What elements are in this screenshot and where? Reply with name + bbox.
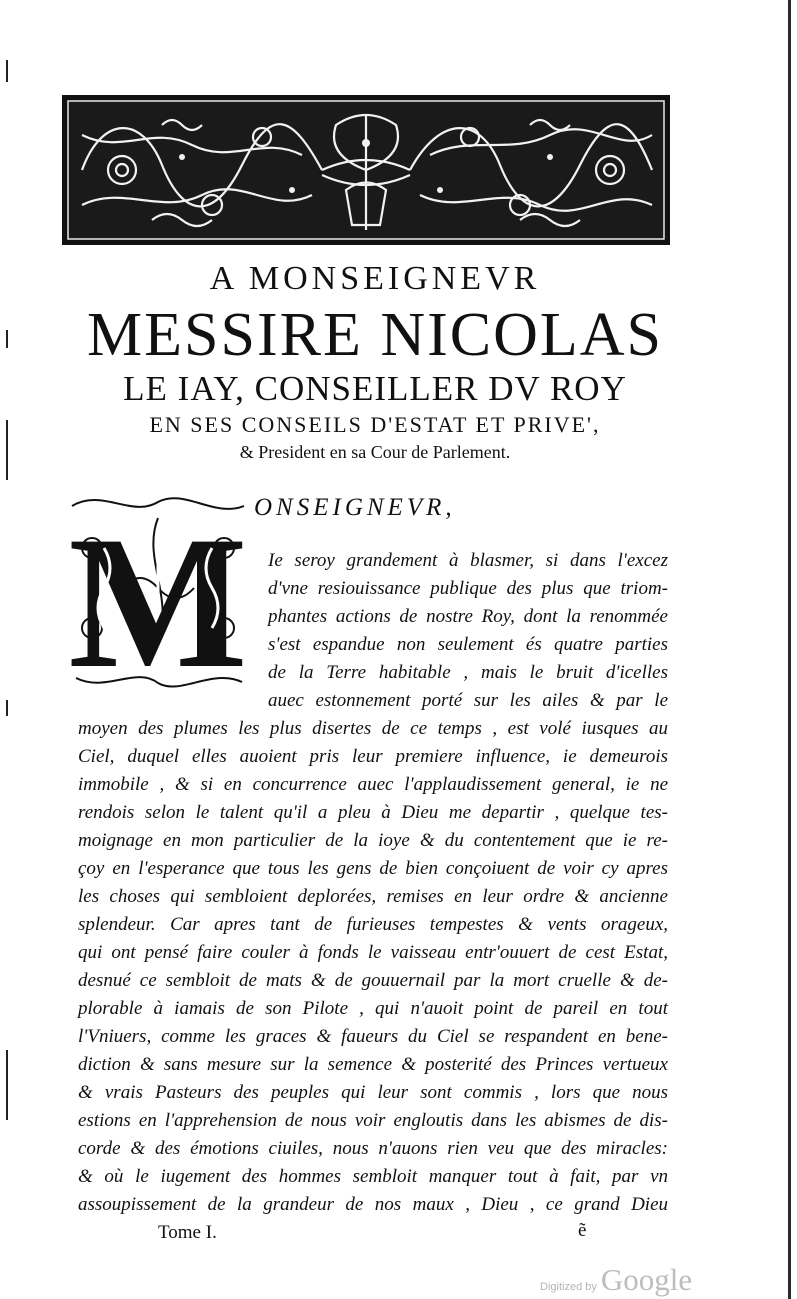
text-line: l'Vniuers, comme les graces & faueurs du Ciel se respandent en bene- (78, 1026, 668, 1047)
page-edge (788, 0, 791, 1299)
title-line-3: LE IAY, CONSEILLER DV ROY (123, 369, 627, 408)
text-line: qui ont pensé faire couler à fonds le vaisseau entr'ouuert de cest Estat, (78, 942, 668, 963)
title-line-5: & President en sa Cour de Parlement. (239, 442, 511, 462)
text-line: moignage en mon particulier de la ioye & du contentement que ie re- (78, 830, 668, 851)
title-line-2: MESSIRE NICOLAS (86, 301, 663, 369)
text-line: plorable à iamais de son Pilote , qui n'auoit point de pareil en tout (78, 998, 668, 1019)
text-line: s'est espandue non seulement és quatre parties (268, 634, 668, 655)
text-line: auec estonnement porté sur les ailes & par le (268, 690, 668, 711)
salutation: ONSEIGNEVR, (254, 494, 456, 521)
binding-edge (0, 0, 14, 1299)
text-line: Ciel, duquel elles auoient pris leur premiere influence, ie demeurois (78, 746, 668, 767)
text-line: & vrais Pasteurs des peuples qui leur sont commis , lors que nous (78, 1082, 668, 1103)
title-line-4: EN SES CONSEILS D'ESTAT ET PRIVE', (149, 412, 601, 437)
ornamental-headpiece (62, 95, 670, 245)
text-line: d'vne resiouissance publique des plus que triom- (268, 578, 668, 599)
text-line: diction & sans mesure sur la semence & posterité des Princes vertueux (78, 1054, 668, 1075)
initial-letter: M (68, 498, 248, 698)
text-line: splendeur. Car apres tant de furieuses tempestes & vents orageux, (78, 914, 668, 935)
text-line: corde & des émotions ciuiles, nous n'auons rien veu que des miracles: (78, 1138, 668, 1159)
text-line: rendois selon le talent qu'il a pleu à Dieu me departir , quelque tes- (78, 802, 668, 823)
text-line: immobile , & si en concurrence auec l'applaudissement general, ie ne (78, 774, 668, 795)
signature-mark: ẽ (578, 1220, 587, 1241)
volume-label: Tome I. (158, 1222, 217, 1243)
title-line-1: A MONSEIGNEVR (209, 260, 541, 297)
text-line: çoy en l'esperance que tous les gens de bien conçoiuent de voir cy apres (78, 858, 668, 879)
text-line: moyen des plumes les plus disertes de ce temps , est volé iusques au (78, 718, 668, 739)
text-line: assoupissement de la grandeur de nos maux , Dieu , ce grand Dieu (78, 1194, 668, 1215)
dedication-title (40, 255, 710, 465)
text-line: estions en l'apprehension de nous voir engloutis dans les abismes de dis- (78, 1110, 668, 1131)
text-line: Ie seroy grandement à blasmer, si dans l'excez (268, 550, 668, 571)
google-logo: Google (600, 1262, 693, 1297)
text-line: de la Terre habitable , mais le bruit d'icelles (268, 662, 668, 683)
watermark-prefix: Digitized by (540, 1281, 597, 1293)
text-line: les choses qui sembloient deplorées, remises en leur ordre & ancienne (78, 886, 668, 907)
text-line: & où le iugement des hommes sembloit manquer tout à fait, par vn (78, 1166, 668, 1187)
decorated-initial (62, 488, 254, 698)
text-line: desnué ce sembloit de mats & de gouuernail par la mort cruelle & de- (78, 970, 668, 991)
digitized-watermark (540, 1262, 692, 1298)
text-line: phantes actions de nostre Roy, dont la renommée (268, 606, 668, 627)
